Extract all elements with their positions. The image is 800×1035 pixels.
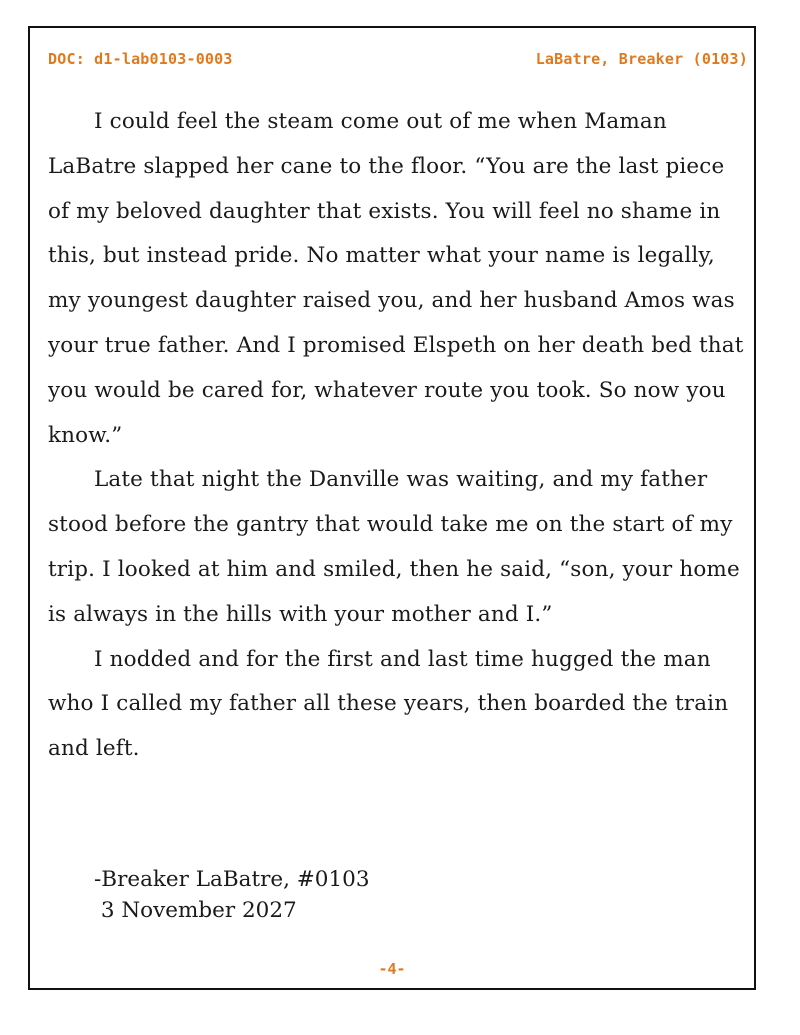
- signature-date: 3 November 2027: [94, 898, 297, 923]
- signature-name: -Breaker LaBatre, #0103: [94, 867, 370, 892]
- document-page: [28, 26, 756, 990]
- paragraph: Late that night the Danville was waiting, and my father stood before the gantry that would take me on the start of my trip. I looked at him and smiled, then he said, “son, your home is always in the hills with your mother and I.”: [48, 467, 740, 627]
- author-tag-label: LaBatre, Breaker (0103): [535, 50, 748, 68]
- paragraph: I nodded and for the first and last time hugged the man who I called my father all these years, then boarded the train and left.: [48, 646, 729, 762]
- paragraph: I could feel the steam come out of me when Maman LaBatre slapped her cane to the floor. “You are the last piece of my beloved daughter that exists. You will feel no shame in this, but instead pride. No matter what your name is legally, my youngest daughter raised you, and her husband Amos was your true father. And I promised Elspeth on her death bed that you would be cared for, whatever route you took. So now you know.”: [48, 109, 744, 448]
- doc-id-label: DOC: d1-lab0103-0003: [48, 50, 233, 68]
- document-body: [48, 100, 746, 772]
- page-number: -4-: [378, 960, 406, 978]
- signature-block: [94, 864, 370, 926]
- page-header: [48, 50, 748, 68]
